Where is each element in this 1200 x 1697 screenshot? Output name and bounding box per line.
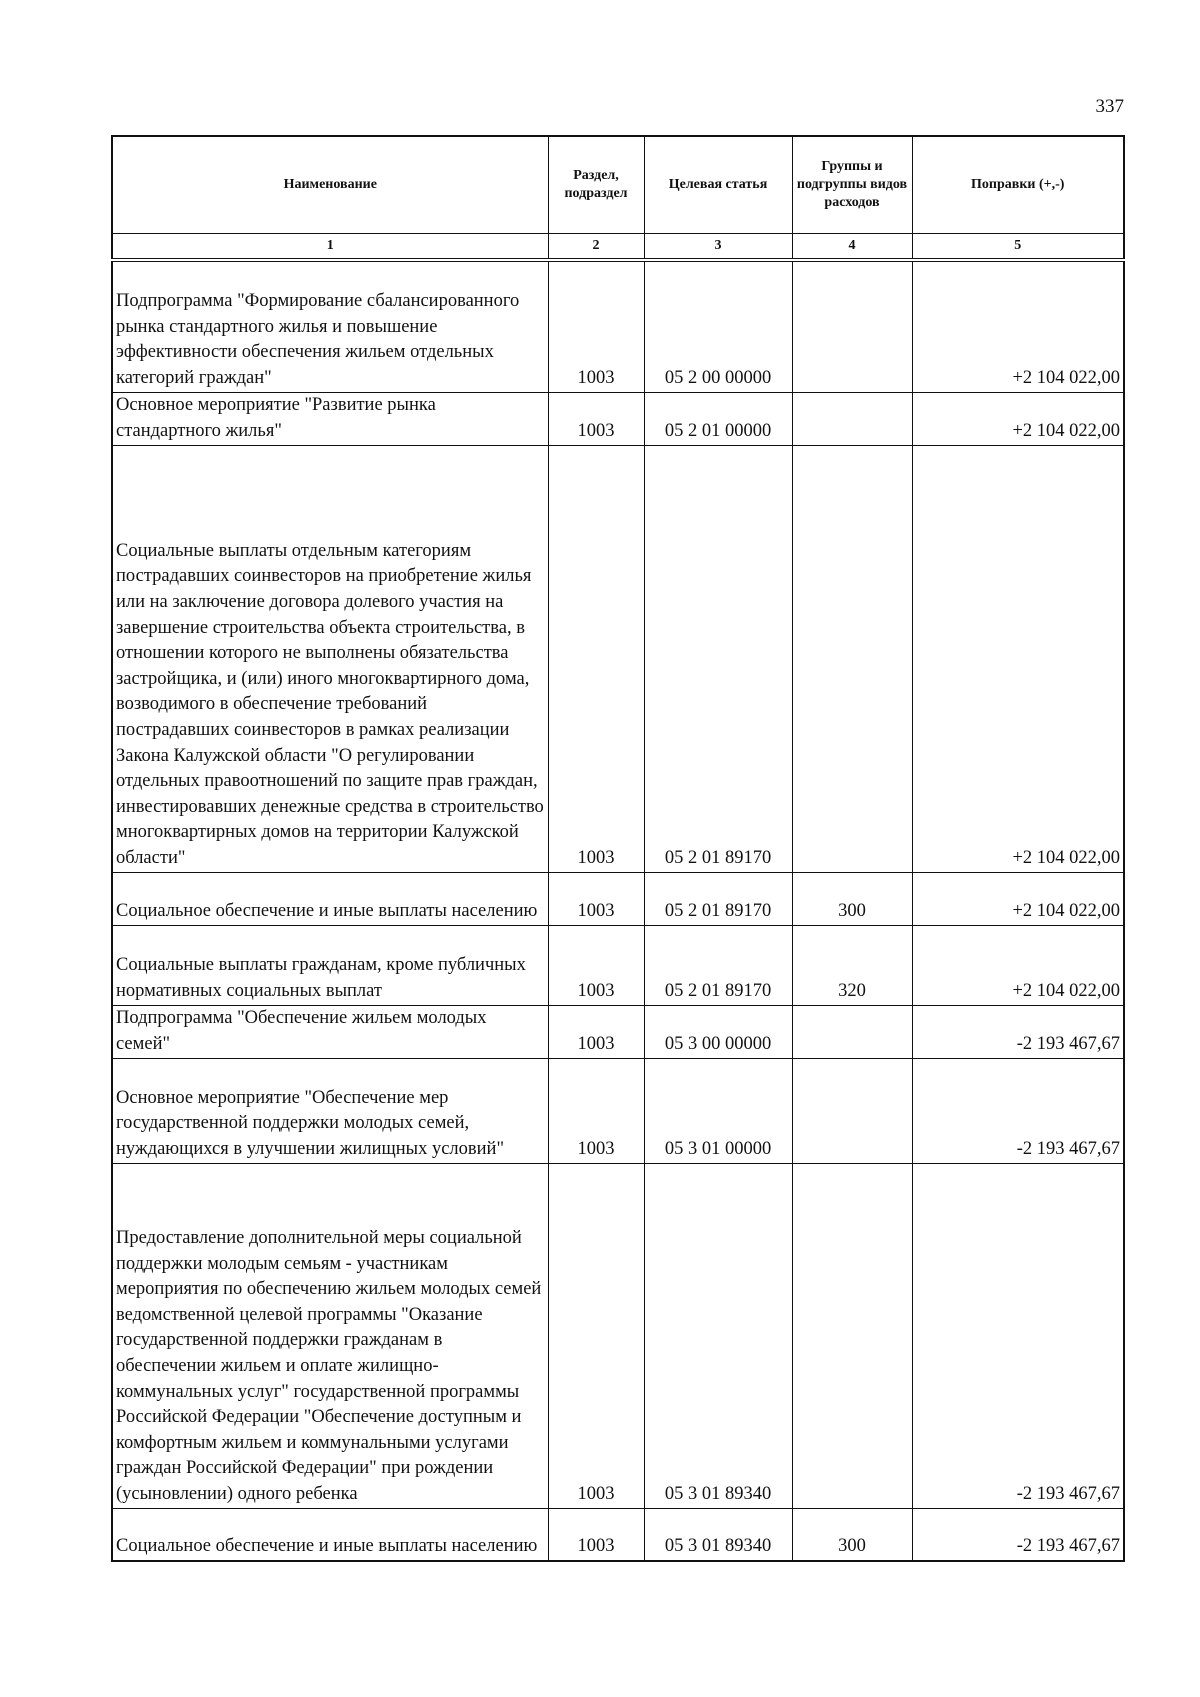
row-group [792,445,912,872]
table-row [112,445,1124,872]
row-name: Предоставление дополнительной меры социальной поддержки молодым семьям - участникам мероприятия по обеспечению жильем молодых семей ведомственной целевой программы "Оказание государственной поддержки гражданам в обеспечении жильем и оплате жилищно-коммунальных услуг" государственной программы Российской Федерации "Обеспечение доступным и комфортным жильем и коммунальными услугами граждан Российской Федерации" при рождении (усыновлении) одного ребенка [112,1163,548,1508]
row-section: 1003 [548,872,644,925]
row-target: 05 2 01 89170 [644,445,792,872]
row-group [792,1005,912,1058]
row-amount: +2 104 022,00 [912,392,1124,445]
row-amount: +2 104 022,00 [912,445,1124,872]
row-name: Социальные выплаты отдельным категориям пострадавших соинвесторов на приобретение жилья или на заключение договора долевого участия на завершение строительства объекта строительства, в отношении которого не выполнены обязательства застройщика, и (или) иного многоквартирного дома, возводимого в обеспечение требований пострадавших соинвесторов в рамках реализации Закона Калужской области "О регулировании отдельных правоотношений по защите прав граждан, инвестировавших денежные средства в строительство многоквартирных домов на территории Калужской области" [112,445,548,872]
row-name: Основное мероприятие "Обеспечение мер государственной поддержки молодых семей, нуждающихся в улучшении жилищных условий" [112,1058,548,1163]
row-amount: -2 193 467,67 [912,1005,1124,1058]
header-target-article: Целевая статья [644,136,792,234]
row-target: 05 2 01 89170 [644,872,792,925]
column-number: 3 [644,234,792,261]
row-group [792,392,912,445]
table-row [112,872,1124,925]
row-group: 300 [792,872,912,925]
row-target: 05 3 01 00000 [644,1058,792,1163]
header-section: Раздел, подраздел [548,136,644,234]
row-section: 1003 [548,1058,644,1163]
row-amount: -2 193 467,67 [912,1058,1124,1163]
row-name: Социальные выплаты гражданам, кроме публичных нормативных социальных выплат [112,925,548,1005]
row-amount: +2 104 022,00 [912,260,1124,392]
row-section: 1003 [548,260,644,392]
table-row [112,1005,1124,1058]
row-target: 05 3 01 89340 [644,1163,792,1508]
header-amendments: Поправки (+,-) [912,136,1124,234]
row-section: 1003 [548,445,644,872]
table-header-row [112,136,1124,234]
row-target: 05 3 01 89340 [644,1508,792,1561]
row-section: 1003 [548,1508,644,1561]
header-name: Наименование [112,136,548,234]
row-amount: +2 104 022,00 [912,872,1124,925]
row-amount: +2 104 022,00 [912,925,1124,1005]
row-section: 1003 [548,925,644,1005]
column-number: 4 [792,234,912,261]
row-amount: -2 193 467,67 [912,1163,1124,1508]
page-number: 337 [1095,96,1124,117]
column-number: 5 [912,234,1124,261]
table-row [112,392,1124,445]
table-row [112,1163,1124,1508]
row-group [792,1058,912,1163]
row-name: Основное мероприятие "Развитие рынка стандартного жилья" [112,392,548,445]
row-name: Подпрограмма "Обеспечение жильем молодых семей" [112,1005,548,1058]
row-group: 300 [792,1508,912,1561]
row-section: 1003 [548,392,644,445]
row-target: 05 2 01 00000 [644,392,792,445]
header-expense-group: Группы и подгруппы видов расходов [792,136,912,234]
table-row [112,260,1124,392]
table-row [112,1508,1124,1561]
row-group [792,260,912,392]
row-section: 1003 [548,1005,644,1058]
row-amount: -2 193 467,67 [912,1508,1124,1561]
column-number: 2 [548,234,644,261]
row-group: 320 [792,925,912,1005]
row-target: 05 2 00 00000 [644,260,792,392]
column-number: 1 [112,234,548,261]
row-name: Социальное обеспечение и иные выплаты населению [112,872,548,925]
row-target: 05 3 00 00000 [644,1005,792,1058]
column-number-row [112,234,1124,261]
row-name: Социальное обеспечение и иные выплаты населению [112,1508,548,1561]
row-target: 05 2 01 89170 [644,925,792,1005]
table-row [112,925,1124,1005]
row-name: Подпрограмма "Формирование сбалансированного рынка стандартного жилья и повышение эффективности обеспечения жильем отдельных категорий граждан" [112,260,548,392]
budget-amendments-table [111,135,1125,1562]
table-row [112,1058,1124,1163]
row-group [792,1163,912,1508]
row-section: 1003 [548,1163,644,1508]
